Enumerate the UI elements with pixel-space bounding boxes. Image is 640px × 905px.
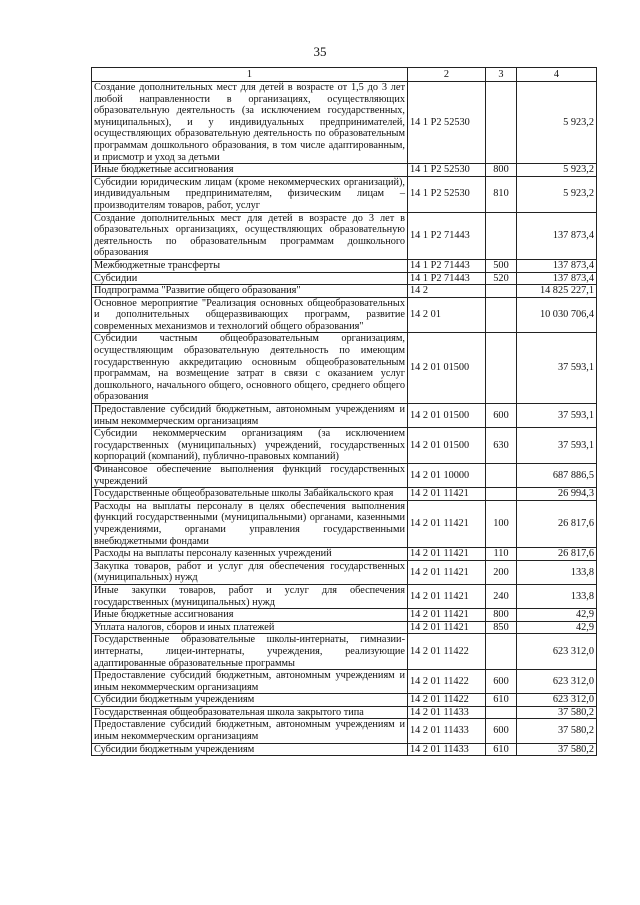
row-name-cell: Предоставление субсидий бюджетным, автономным учреждениям и иным некоммерческим организациям (92, 670, 408, 694)
page-number: 35 (313, 44, 327, 59)
row-type-cell: 600 (486, 719, 517, 743)
row-name-cell: Создание дополнительных мест для детей в возрасте до 3 лет в образовательных организациях, осуществляющих образовательную деятельность по образовательным программам дошкольного образования (92, 212, 408, 259)
row-code-cell: 14 2 01 11421 (408, 488, 486, 501)
table-header-row (92, 68, 597, 82)
column-header-amount: 4 (517, 68, 597, 82)
row-code-cell: 14 2 01 11421 (408, 560, 486, 584)
row-code-cell: 14 1 Р2 52530 (408, 164, 486, 177)
row-name-cell: Субсидии юридическим лицам (кроме некоммерческих организаций), индивидуальным предпринимателям, физическим лицам – производителям товаров, работ, услуг (92, 176, 408, 212)
row-code-cell: 14 2 01 01500 (408, 428, 486, 464)
row-name-cell: Иные закупки товаров, работ и услуг для обеспечения государственных (муниципальных) нужд (92, 584, 408, 608)
table-row (92, 670, 597, 694)
table-row (92, 694, 597, 707)
table-row (92, 164, 597, 177)
table-row (92, 404, 597, 428)
row-amount-cell: 37 580,2 (517, 743, 597, 756)
row-name-cell: Финансовое обеспечение выполнения функций государственных учреждений (92, 464, 408, 488)
table-row (92, 259, 597, 272)
table-row (92, 634, 597, 670)
row-name-cell: Подпрограмма "Развитие общего образования" (92, 285, 408, 298)
row-amount-cell: 623 312,0 (517, 694, 597, 707)
row-name-cell: Основное мероприятие "Реализация основных общеобразовательных и дополнительных общеразвивающих программ, развитие современных механизмов и технологий общего образования" (92, 297, 408, 333)
row-name-cell: Межбюджетные трансферты (92, 259, 408, 272)
row-type-cell: 600 (486, 404, 517, 428)
row-name-cell: Субсидии (92, 272, 408, 285)
row-code-cell: 14 2 01 10000 (408, 464, 486, 488)
row-code-cell: 14 1 Р2 52530 (408, 176, 486, 212)
column-header-code: 2 (408, 68, 486, 82)
row-amount-cell: 14 825 227,1 (517, 285, 597, 298)
row-amount-cell: 37 580,2 (517, 706, 597, 719)
row-code-cell: 14 2 01 11433 (408, 706, 486, 719)
row-code-cell: 14 2 01 11421 (408, 621, 486, 634)
row-amount-cell: 5 923,2 (517, 164, 597, 177)
table-row (92, 548, 597, 561)
table-row (92, 82, 597, 164)
row-code-cell: 14 2 (408, 285, 486, 298)
row-name-cell: Государственные образовательные школы-интернаты, гимназии-интернаты, лицеи-интернаты, учреждения, реализующие адаптированные образовательные программы (92, 634, 408, 670)
row-name-cell: Иные бюджетные ассигнования (92, 164, 408, 177)
row-name-cell: Субсидии некоммерческим организациям (за исключением государственных (муниципальных) учреждений, государственных корпораций (компаний), публично-правовых компаний) (92, 428, 408, 464)
row-type-cell: 520 (486, 272, 517, 285)
column-header-type: 3 (486, 68, 517, 82)
table-row (92, 621, 597, 634)
row-code-cell: 14 1 Р2 71443 (408, 259, 486, 272)
row-code-cell: 14 2 01 11433 (408, 743, 486, 756)
row-type-cell (486, 634, 517, 670)
row-name-cell: Закупка товаров, работ и услуг для обеспечения государственных (муниципальных) нужд (92, 560, 408, 584)
row-name-cell: Уплата налогов, сборов и иных платежей (92, 621, 408, 634)
row-code-cell: 14 2 01 11422 (408, 634, 486, 670)
row-amount-cell: 26 994,3 (517, 488, 597, 501)
row-code-cell: 14 2 01 11422 (408, 694, 486, 707)
row-type-cell: 240 (486, 584, 517, 608)
table-row (92, 212, 597, 259)
table-row (92, 743, 597, 756)
row-amount-cell: 37 593,1 (517, 333, 597, 404)
table-row (92, 272, 597, 285)
row-code-cell: 14 2 01 01500 (408, 404, 486, 428)
row-amount-cell: 10 030 706,4 (517, 297, 597, 333)
table-row (92, 297, 597, 333)
row-type-cell: 630 (486, 428, 517, 464)
table-row (92, 609, 597, 622)
row-code-cell: 14 2 01 11421 (408, 609, 486, 622)
row-name-cell: Создание дополнительных мест для детей в возрасте от 1,5 до 3 лет любой направленности в организациях, осуществляющих образовательную деятельность (за исключением государственных, муниципальных), и у индивидуальных предпринимателей, осуществляющих образовательную деятельность по образовательным программам дошкольного образования, в том числе адаптированным, и присмотр и уход за детьми (92, 82, 408, 164)
row-type-cell (486, 212, 517, 259)
row-type-cell (486, 285, 517, 298)
row-type-cell (486, 297, 517, 333)
table-body (92, 82, 597, 756)
row-code-cell: 14 2 01 11421 (408, 500, 486, 547)
row-type-cell (486, 333, 517, 404)
row-amount-cell: 42,9 (517, 609, 597, 622)
row-amount-cell: 26 817,6 (517, 500, 597, 547)
row-type-cell: 610 (486, 694, 517, 707)
row-type-cell: 100 (486, 500, 517, 547)
row-amount-cell: 133,8 (517, 584, 597, 608)
row-amount-cell: 37 593,1 (517, 404, 597, 428)
row-name-cell: Субсидии бюджетным учреждениям (92, 694, 408, 707)
table-row (92, 584, 597, 608)
row-amount-cell: 5 923,2 (517, 82, 597, 164)
row-amount-cell: 623 312,0 (517, 634, 597, 670)
row-type-cell (486, 488, 517, 501)
budget-table (91, 67, 597, 756)
column-header-name: 1 (92, 68, 408, 82)
row-code-cell: 14 2 01 11422 (408, 670, 486, 694)
table-row (92, 560, 597, 584)
row-type-cell: 810 (486, 176, 517, 212)
table-row (92, 176, 597, 212)
row-code-cell: 14 2 01 (408, 297, 486, 333)
row-amount-cell: 137 873,4 (517, 212, 597, 259)
row-amount-cell: 37 593,1 (517, 428, 597, 464)
row-type-cell: 800 (486, 609, 517, 622)
row-name-cell: Расходы на выплаты персоналу казенных учреждений (92, 548, 408, 561)
row-name-cell: Государственная общеобразовательная школа закрытого типа (92, 706, 408, 719)
row-type-cell: 200 (486, 560, 517, 584)
row-type-cell: 500 (486, 259, 517, 272)
row-code-cell: 14 1 Р2 52530 (408, 82, 486, 164)
row-name-cell: Предоставление субсидий бюджетным, автономным учреждениям и иным некоммерческим организациям (92, 404, 408, 428)
row-amount-cell: 26 817,6 (517, 548, 597, 561)
row-name-cell: Расходы на выплаты персоналу в целях обеспечения выполнения функций государственными (муниципальными) органами, казенными учреждениями, органами управления государственными внебюджетными фондами (92, 500, 408, 547)
row-type-cell: 600 (486, 670, 517, 694)
table-row (92, 488, 597, 501)
row-code-cell: 14 2 01 01500 (408, 333, 486, 404)
row-type-cell (486, 82, 517, 164)
table-row (92, 706, 597, 719)
row-code-cell: 14 2 01 11433 (408, 719, 486, 743)
table-row (92, 333, 597, 404)
table-row (92, 285, 597, 298)
row-type-cell: 800 (486, 164, 517, 177)
row-name-cell: Субсидии бюджетным учреждениям (92, 743, 408, 756)
row-type-cell (486, 464, 517, 488)
row-amount-cell: 623 312,0 (517, 670, 597, 694)
row-name-cell: Государственные общеобразовательные школы Забайкальского края (92, 488, 408, 501)
table-row (92, 500, 597, 547)
row-amount-cell: 687 886,5 (517, 464, 597, 488)
row-code-cell: 14 2 01 11421 (408, 584, 486, 608)
row-type-cell: 110 (486, 548, 517, 561)
row-amount-cell: 37 580,2 (517, 719, 597, 743)
row-name-cell: Субсидии частным общеобразовательным организациям, осуществляющим образовательную деятельность по имеющим государственную аккредитацию основным общеобразовательным программам, на возмещение затрат в связи с оказанием услуг дошкольного, начального общего, основного общего, среднего общего образования (92, 333, 408, 404)
row-amount-cell: 137 873,4 (517, 272, 597, 285)
row-amount-cell: 42,9 (517, 621, 597, 634)
table-row (92, 719, 597, 743)
row-amount-cell: 133,8 (517, 560, 597, 584)
row-code-cell: 14 1 Р2 71443 (408, 212, 486, 259)
row-amount-cell: 5 923,2 (517, 176, 597, 212)
row-code-cell: 14 2 01 11421 (408, 548, 486, 561)
row-name-cell: Иные бюджетные ассигнования (92, 609, 408, 622)
row-name-cell: Предоставление субсидий бюджетным, автономным учреждениям и иным некоммерческим организациям (92, 719, 408, 743)
row-type-cell: 610 (486, 743, 517, 756)
table-row (92, 428, 597, 464)
table-row (92, 464, 597, 488)
row-type-cell (486, 706, 517, 719)
row-type-cell: 850 (486, 621, 517, 634)
row-code-cell: 14 1 Р2 71443 (408, 272, 486, 285)
row-amount-cell: 137 873,4 (517, 259, 597, 272)
